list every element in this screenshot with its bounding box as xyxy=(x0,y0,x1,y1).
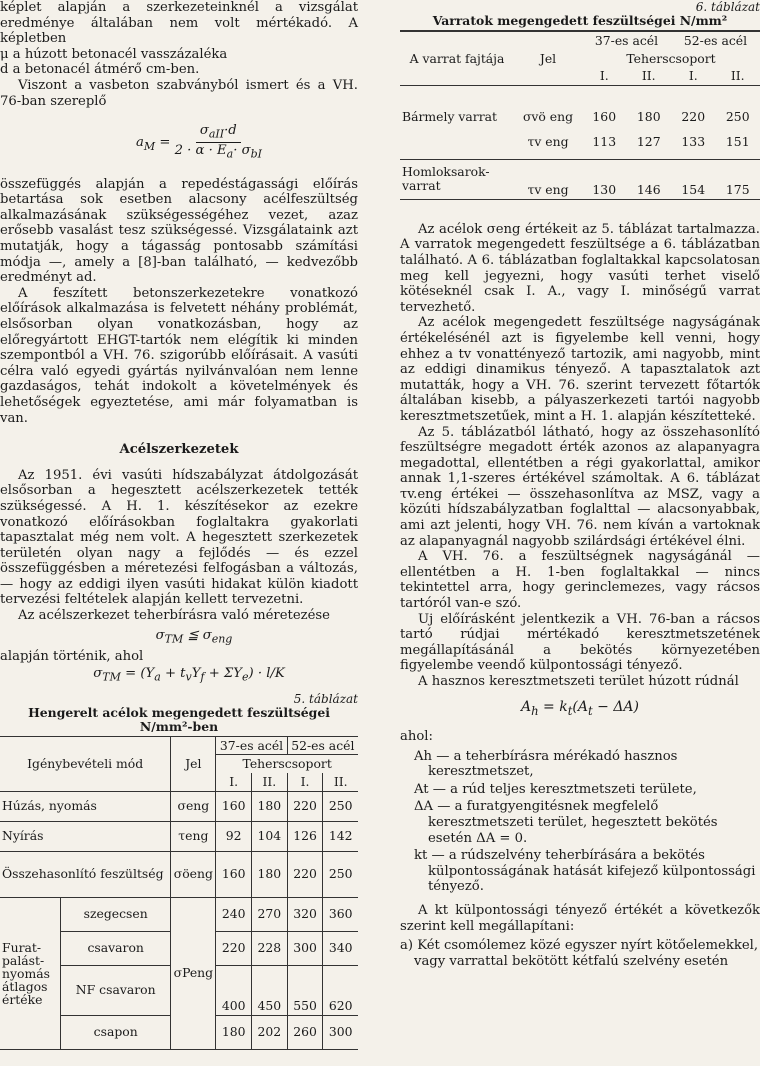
table-row: Furat-palást-nyomás átlagos értéke szegecsen σPeng 240 270 320 360 xyxy=(0,897,358,931)
column-header: Jel xyxy=(514,31,582,85)
table-row: Homloksarok-varrat τv eng 130 146 154 175 xyxy=(402,164,750,198)
paragraph: Az acélszerkezet teherbírásra való méretezése xyxy=(18,608,330,624)
column-header: 52-es acél xyxy=(683,33,748,48)
paragraph: képlet alapján a szerkezeteinknél a vizsgálat eredménye általában nem volt mértékadó. A képletben xyxy=(0,0,358,47)
table-row: Bármely varrat σvö eng 160 180 220 250 xyxy=(402,108,750,124)
column-header: I. xyxy=(216,773,252,791)
table-row: csavaron 220 228 300 340 xyxy=(0,931,358,965)
list-item: a) Két csomólemez közé egyszer nyírt kötőelemekkel, vagy varrattal bekötött kétfalú szelvény esetén xyxy=(400,938,759,969)
table-row: Összehasonlító feszültség σöeng 160 180 220 250 xyxy=(0,851,358,897)
column-header: 52-es acél xyxy=(287,736,358,755)
column-header: Teherscsoport xyxy=(626,50,716,66)
paragraph: A feszített betonszerkezetekre vonatkozó előírások alkalmazása is felvetett néhány problémát, elsősorban olyan vonatkozásban, hogy az előregyártott EHGT-tartók nem elégítik ki minden szempontból a VH. 76. szigorúbb előírásait. A vasúti célra való egyedi gyártás nyilvánvalóan nem lenne gazdaságos, tehát indokolt a követelmények és lehetőségek egyeztetése, ami már folyamatban is van. xyxy=(0,285,358,426)
paragraph: alapján történik, ahol xyxy=(0,648,144,664)
list-item: kt — a rúdszelvény teherbírására a bekötés külpontosságának hatását kifejező külpontossági tényező. xyxy=(414,848,756,895)
column-header: 37-es acél xyxy=(594,33,659,48)
paragraph: A kt külpontossági tényező értékét a következők szerint kell megállapítani: xyxy=(400,902,760,934)
paragraph: összefüggés alapján a repedéstágassági előírás betartása sok esetben alacsony acélfeszültség alkalmazásának szükségességéhez vezet, azaz erősebb vasalást tesz szükségessé. Vizsgálataink azt mutatják, hogy a tágasság pontosabb számítási módja —, amely a [8]-ban található, — kedvezőbb eredményt ad. xyxy=(0,176,358,286)
table-row: csapon 180 202 260 300 xyxy=(0,1015,358,1049)
table-title: Varratok megengedett feszültségei N/mm² xyxy=(432,13,728,28)
left-column xyxy=(0,0,358,1050)
column-header: Igénybevételi mód xyxy=(0,736,171,791)
paragraph: Uj előírásként jelentkezik a VH. 76-ban a rácsos tartó rúdjai mértékadó keresztmetszetének megállapításánál a bekötés környezetében figyelembe veendő külpontossági tényező. xyxy=(400,611,760,674)
definition-d: d a betonacél átmérő cm-ben. xyxy=(0,62,200,78)
row-group-label: Furat-palást-nyomás átlagos értéke xyxy=(0,897,61,1049)
paragraph: A hasznos keresztmetszeti terület húzott rúdnál xyxy=(418,674,739,689)
table-number: 5. táblázat xyxy=(293,691,358,706)
formula-net-area: $A_h = k_t(A_t - \Delta A)$ xyxy=(520,698,640,718)
paragraph: Viszont a vasbeton szabványból ismert és a VH. 76-ban szereplő xyxy=(0,77,358,109)
paragraph: Az 5. táblázatból látható, hogy az összehasonlító feszültségre megadott érték azonos az alapanyagra megadottal, ellentétben a régi gyakorlattal, amikor annak 1,1-szeres értékével számoltak. A 6. táblázat τv.eng értékei — összehasonlítva az MSZ, vagy a közúti hídszabályzatban foglalttal — alacsonyabbak, ami azt jelenti, hogy VH. 76. nem kíván a vartoknak az alapanyagnál nagyobb szilárdsági értékével élni. xyxy=(400,424,760,549)
paragraph: ahol: xyxy=(400,728,433,744)
formula-crack-width: $a_M$ = $\frac{\sigma_{aII}\cdot d}{2 \cdot \alpha \cdot E_a\cdot \sigma_{bI}}$ xyxy=(136,123,262,162)
column-header: Teherscsoport xyxy=(242,756,332,772)
right-column xyxy=(400,0,760,969)
table-title: Hengerelt acélok megengedett feszültségei N/mm²-ben xyxy=(28,704,330,734)
paragraph: Az acélok σeng értékeit az 5. táblázat tartalmazza. A varratok megengedett feszültsége a 6. táblázatban található. A 6. táblázatban foglaltakkal kapcsolatosan meg kell jegyezni, hogy vasúti terhet viselő kötéseknél csak I. A., vagy I. minőségű varrat tervezhető. xyxy=(400,221,760,315)
list-item: At — a rúd teljes keresztmetszeti területe, xyxy=(414,781,697,797)
table-row: NF csavaron 400 450 550 620 xyxy=(0,965,358,1015)
column-header: II. xyxy=(323,773,358,791)
column-header: 37-es acél xyxy=(216,736,287,755)
paragraph: A VH. 76. a feszültségnek nagyságánál — ellentétben a H. 1-ben foglaltakkal — nincs tekintettel arra, hogy gerinclemezes, vagy rácsos tartóról van-e szó. xyxy=(400,549,760,612)
section-heading: Acélszerkezetek xyxy=(119,442,239,458)
table-welds: A varrat fajtája Jel 37-es acél 52-es acél Teherscsoport I. II. I. II. Bármely varrat σvö eng 160 180 220 250 τv eng 113 127 133 151 Homloksarok-varrat τv eng 130 146 154 175 xyxy=(400,30,760,200)
definition-list xyxy=(414,749,760,895)
table-number: 6. táblázat xyxy=(695,0,760,14)
table-rolled-steel xyxy=(0,736,358,1050)
table-row: Húzás, nyomás σeng 160 180 220 250 xyxy=(0,791,358,821)
table-row: Nyírás τeng 92 104 126 142 xyxy=(0,821,358,851)
column-header: A varrat fajtája xyxy=(400,31,514,85)
table-row: τv eng 113 127 133 151 xyxy=(400,125,760,159)
list-item: ΔA — a furatgyengitésnek megfelelő keresztmetszeti terület, hegesztett bekötés esetén ΔA = 0. xyxy=(414,799,718,846)
column-header: II. xyxy=(252,773,288,791)
formula-condition: $\sigma_{TM}$ ≦ $\sigma_{eng}$ xyxy=(155,627,233,646)
formula-stress: $\sigma_{TM} = (Y_a + t_vY_f + \Sigma Y_e) \cdot l/K$ xyxy=(93,666,285,685)
definition-mu: μ a húzott betonacél vasszázaléka xyxy=(0,46,228,62)
column-header: Jel xyxy=(171,736,216,791)
paragraph: Az acélok megengedett feszültsége nagyságának értékelésénél azt is figyelembe kell venni, hogy ehhez a tv vonattényező tartozik, ami nagyobb, mint az eddigi dinamikus tényező. A tapasztalatok azt mutatták, hogy a VH. 76. szerint tervezett főtartók általában kisebb, a pályaszerkezeti tartói nagyobb keresztmetszetűek, mint a H. 1. alapján készítetteké. xyxy=(400,315,760,424)
list-item: Ah — a teherbírásra mérékadó hasznos keresztmetszet, xyxy=(414,748,678,780)
column-header: I. xyxy=(287,773,323,791)
paragraph: Az 1951. évi vasúti hídszabályzat átdolgozását elsősorban a hegesztett acélszerkezetek tették szükségessé. A H. 1. készítésekor az ezekre vonatkozó előírásokban foglaltakra gyakorlati tapasztalat még nem volt. A hegesztett szerkezetek területén olyan nagy a fejlődés — és ezzel összefüggésben a méretezési felfogásban a változás, — hogy az eddigi ilyen vasúti hidakat külön kiadott tervezési feltételek alapján kellett tervezetni. xyxy=(0,467,358,608)
